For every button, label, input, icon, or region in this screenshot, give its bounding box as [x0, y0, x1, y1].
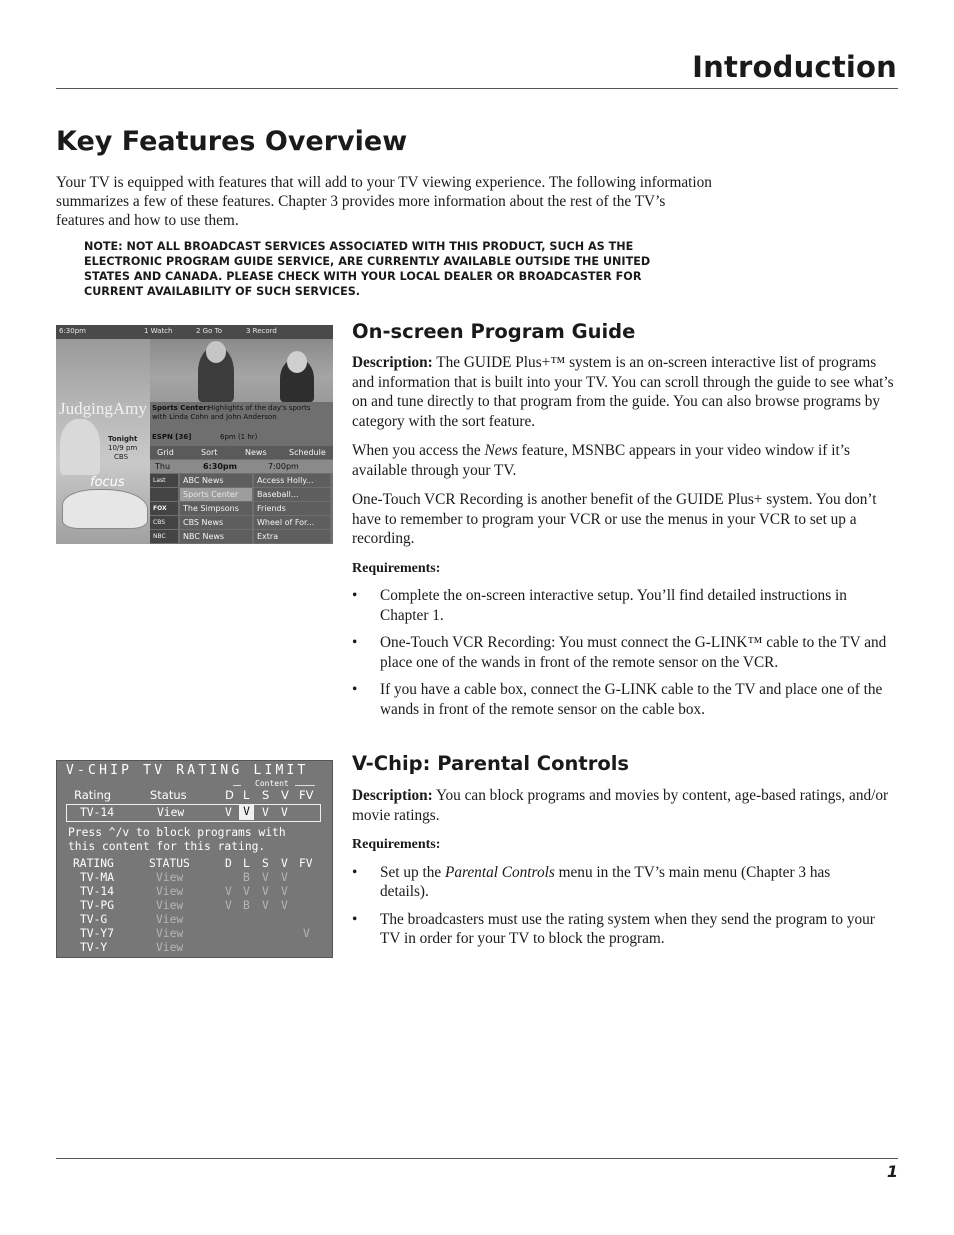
vchip-head-d: D — [225, 788, 234, 802]
vchip-head-s: S — [262, 788, 270, 802]
guide-requirements-list — [352, 586, 897, 719]
vchip-head-fv: FV — [299, 788, 314, 802]
vchip-title: V-CHIP TV RATING LIMIT — [66, 763, 309, 778]
vchip-row-status[interactable]: View — [156, 871, 184, 884]
guide-body — [352, 353, 897, 727]
vchip-row-s[interactable]: V — [262, 885, 269, 898]
vchip-selected-status: View — [157, 806, 185, 819]
guide-row-logo: FOX — [150, 502, 178, 515]
requirement-text: If you have a cable box, connect the G-LINK cable to the TV and place one of the wands in front of the remote sensor on the cable box. — [380, 681, 883, 718]
guide-row-program: ABC News — [180, 474, 252, 487]
guide-row-logo — [150, 488, 178, 501]
vchip-head-v: V — [281, 788, 289, 802]
vchip-selected-v[interactable]: V — [281, 806, 288, 819]
bullet: • — [352, 634, 358, 651]
guide-heading: On-screen Program Guide — [352, 320, 636, 343]
guide-tab-sort: Sort — [201, 448, 218, 457]
guide-row-program: CBS News — [180, 516, 252, 529]
vchip-selected-d[interactable]: V — [225, 806, 232, 819]
bullet: • — [352, 863, 358, 881]
description-label: Description: — [352, 787, 433, 804]
description-text: You can block programs and movies by content, age-based ratings, and/or movie ratings. — [352, 787, 889, 824]
footer-rule — [56, 1158, 898, 1159]
guide-channel: ESPN [36] — [152, 433, 192, 441]
news-feature-name: News — [484, 442, 518, 459]
guide-row-program: NBC News — [180, 530, 252, 543]
vchip-col-status: STATUS — [149, 857, 190, 870]
vchip-col-l: L — [243, 857, 250, 870]
vchip-col-fv: FV — [299, 857, 313, 870]
page-number: 1 — [886, 1162, 898, 1181]
guide-day: Thu — [155, 462, 171, 471]
guide-tab-grid: Grid — [157, 448, 174, 457]
vchip-row-rating: TV-MA — [80, 871, 115, 884]
program-guide-screenshot — [56, 325, 333, 544]
vchip-head-rating: Rating — [74, 788, 112, 802]
vchip-selected-s[interactable]: V — [262, 806, 269, 819]
guide-ad-line2: 10/9 pm — [108, 444, 138, 452]
news-text-before: When you access the — [352, 442, 485, 459]
list-item — [352, 680, 897, 719]
guide-row-logo: NBC — [150, 530, 178, 543]
guide-ad-title: JudgingAmy — [59, 399, 147, 418]
vchip-screenshot — [56, 760, 333, 958]
vchip-row-rating: TV-Y — [80, 941, 108, 954]
guide-menu-bar — [56, 325, 333, 339]
vchip-row-fv[interactable]: V — [303, 927, 310, 940]
intro-paragraph: Your TV is equipped with features that will add to your TV viewing experience. The following information summarizes a few of these features. Chapter 3 provides more information about the rest of the TV’s features and how to use them. — [56, 174, 712, 229]
vchip-selected-l-cursor[interactable]: V — [239, 805, 254, 820]
vchip-row-rating: TV-G — [80, 913, 108, 926]
guide-row-program: Wheel of For... — [254, 516, 330, 529]
guide-row-program: Extra — [254, 530, 330, 543]
vchip-row-rating: TV-PG — [80, 899, 115, 912]
list-item — [352, 863, 897, 902]
guide-time: 6:30pm — [59, 327, 86, 335]
vchip-row-v[interactable]: V — [281, 871, 288, 884]
vchip-row-status[interactable]: View — [156, 913, 184, 926]
guide-ad-network: CBS — [114, 453, 129, 461]
vcr-paragraph: One-Touch VCR Recording is another benefit of the GUIDE Plus+ system. You don’t have to remember to program your VCR or use the menus in your VCR to set up a recording. — [352, 491, 877, 547]
page-heading: Key Features Overview — [56, 126, 408, 157]
description-label: Description: — [352, 354, 433, 371]
vchip-row-d[interactable]: V — [225, 885, 232, 898]
guide-description — [352, 353, 897, 431]
vchip-row-rating: TV-14 — [80, 885, 115, 898]
guide-menu-watch: 1 Watch — [144, 327, 173, 335]
vchip-description — [352, 786, 897, 825]
guide-tab-news: News — [245, 448, 267, 457]
bullet: • — [352, 910, 358, 928]
vchip-head-status: Status — [150, 788, 187, 802]
guide-row-program: Baseball... — [254, 488, 330, 501]
vchip-row-v[interactable]: V — [281, 885, 288, 898]
bullet: • — [352, 681, 358, 698]
news-paragraph — [352, 441, 897, 480]
vchip-row-s[interactable]: V — [262, 899, 269, 912]
section-title: Introduction — [692, 50, 897, 84]
guide-duration: 6pm (1 hr) — [220, 433, 258, 441]
vchip-col-v: V — [281, 857, 288, 870]
guide-info-text: Highlights of the day's sports — [208, 404, 311, 412]
guide-ad-car: focus — [90, 475, 125, 490]
guide-row-program: Friends — [254, 502, 330, 515]
vchip-row-d[interactable]: V — [225, 899, 232, 912]
guide-info-text2: with Linda Cohn and John Anderson — [152, 413, 277, 421]
vchip-help-line1: Press ^/v to block programs with — [68, 826, 286, 839]
guide-ad-line1: Tonight — [108, 435, 138, 443]
guide-time-col-2: 7:00pm — [268, 462, 299, 471]
requirement-text: One-Touch VCR Recording: You must connect the G-LINK™ cable to the TV and place one of the wands in front of the remote sensor on the VCR. — [380, 634, 887, 671]
vchip-row-status[interactable]: View — [156, 927, 184, 940]
list-item — [352, 633, 897, 672]
requirements-label: Requirements: — [352, 837, 441, 852]
list-item — [352, 586, 897, 625]
availability-note: NOTE: NOT ALL BROADCAST SERVICES ASSOCIATED WITH THIS PRODUCT, SUCH AS THE ELECTRONIC PROGRAM GUIDE SERVICE, ARE CURRENTLY AVAILABLE OUTSIDE THE UNITED STATES AND CANADA. PLEASE CHECK WITH YOUR LOCAL DEALER OR BROADCASTER FOR CURRENT AVAILABILITY OF SUCH SERVICES. — [84, 240, 651, 298]
news-text-after: feature, MSNBC appears in your video window if it’s available through your TV. — [352, 442, 850, 479]
vchip-selected-rating: TV-14 — [80, 806, 115, 819]
vchip-row-status[interactable]: View — [156, 899, 184, 912]
guide-tab-schedule: Schedule — [289, 448, 326, 457]
vchip-row-l[interactable]: V — [243, 885, 250, 898]
guide-row-program: Access Holly... — [254, 474, 330, 487]
vchip-content-label: Content — [255, 779, 289, 788]
guide-info-title: Sports Center: — [152, 404, 210, 412]
requirement-text: Complete the on-screen interactive setup. You’ll find detailed instructions in Chapter 1. — [380, 587, 847, 624]
vchip-row-status[interactable]: View — [156, 941, 184, 954]
list-item — [352, 910, 897, 949]
vchip-row-l[interactable]: B — [243, 899, 250, 912]
requirement-text: The broadcasters must use the rating system when they send the program to your TV in order for your TV to block the program. — [380, 910, 875, 947]
guide-row-logo: CBS — [150, 516, 178, 529]
requirement-text: Set up the — [380, 863, 446, 881]
guide-menu-goto: 2 Go To — [196, 327, 222, 335]
vchip-heading: V-Chip: Parental Controls — [352, 752, 630, 775]
vchip-row-s[interactable]: V — [262, 871, 269, 884]
guide-row-program: The Simpsons — [180, 502, 252, 515]
guide-time-col-1: 6:30pm — [203, 462, 237, 471]
guide-video-window — [150, 339, 333, 402]
description-text: The GUIDE Plus+™ system is an on-screen interactive list of programs and information that is built into your TV. You can scroll through the guide to see what’s on and tune directly to that program from the guide. You can also browse programs by category with the sort feature. — [352, 354, 894, 430]
vchip-col-rating: RATING — [73, 857, 114, 870]
requirements-label: Requirements: — [352, 560, 441, 576]
guide-row-program-selected: Sports Center — [180, 488, 252, 501]
vchip-col-d: D — [225, 857, 232, 870]
vchip-row-status[interactable]: View — [156, 885, 184, 898]
vchip-row-l[interactable]: B — [243, 871, 250, 884]
vchip-body — [352, 786, 897, 957]
header-rule — [56, 88, 898, 89]
guide-row-logo: Last — [150, 474, 178, 487]
vchip-row-rating: TV-Y7 — [80, 927, 115, 940]
vchip-requirements-list — [352, 863, 897, 949]
vchip-help-line2: this content for this rating. — [68, 840, 266, 853]
parental-controls-menu-name: Parental Controls — [445, 863, 555, 881]
vchip-row-v[interactable]: V — [281, 899, 288, 912]
vchip-head-l: L — [243, 788, 250, 802]
guide-menu-record: 3 Record — [246, 327, 277, 335]
bullet: • — [352, 587, 358, 604]
requirement-text: menu in the TV’s main menu (Chapter 3 has details). — [380, 863, 831, 900]
vchip-col-s: S — [262, 857, 269, 870]
